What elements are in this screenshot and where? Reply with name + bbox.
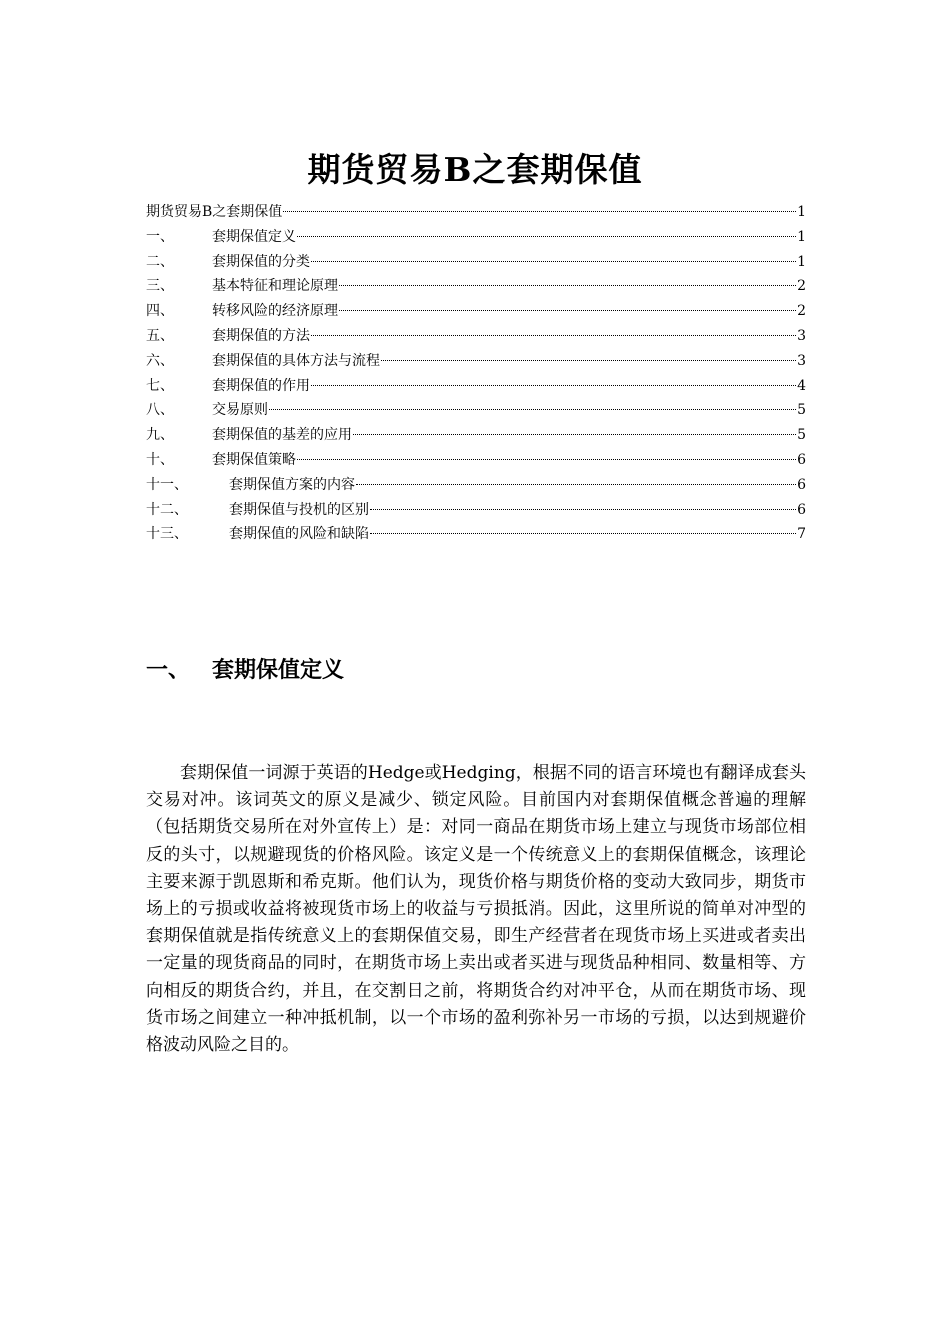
toc-entry[interactable] [146, 225, 806, 250]
toc-entry-label: 交易原则 [212, 402, 268, 419]
toc-entry-page: 1 [797, 253, 806, 270]
toc-leader-dots [297, 234, 796, 237]
toc-entry-page: 6 [797, 501, 806, 518]
toc-entry-label: 套期保值的具体方法与流程 [212, 352, 380, 369]
toc-entry-page: 5 [797, 427, 806, 444]
toc-entry[interactable] [146, 324, 806, 349]
toc-entry-label: 套期保值与投机的区别 [229, 501, 369, 518]
toc-leader-dots [297, 457, 796, 460]
toc-leader-dots [311, 383, 796, 386]
toc-entry-number: 七、 [146, 377, 174, 394]
document-title: 期货贸易B之套期保值 [307, 150, 643, 189]
toc-entry-label: 套期保值的分类 [212, 253, 310, 270]
toc-entry[interactable] [146, 448, 806, 473]
toc-leader-dots [381, 358, 796, 361]
toc-entry-number: 十一、 [146, 476, 188, 493]
body-paragraph: 套期保值一词源于英语的Hedge或Hedging，根据不同的语言环境也有翻译成套头交易对冲。该词英文的原义是减少、锁定风险。目前国内对套期保值概念普遍的理解（包括期货交易所在对外宣传上）是：对同一商品在期货市场上建立与现货市场部位相反的头寸，以规避现货的价格风险。该定义是一个传统意义上的套期保值概念，该理论主要来源于凯恩斯和希克斯。他们认为，现货价格与期货价格的变动大致同步，期货市场上的亏损或收益将被现货市场上的收益与亏损抵消。因此，这里所说的简单对冲型的套期保值就是指传统意义上的套期保值交易，即生产经营者在现货市场上买进或者卖出一定量的现货商品的同时，在期货市场上卖出或者买进与现货品种相同、数量相等、方向相反的期货合约，并且，在交割日之前，将期货合约对冲平仓，从而在期货市场、现货市场之间建立一种冲抵机制，以一个市场的盈利弥补另一市场的亏损，以达到规避价格波动风险之目的。 [146, 763, 806, 1056]
toc-entry-page: 1 [797, 228, 806, 245]
toc-leader-dots [339, 283, 796, 286]
toc-leader-dots [339, 308, 796, 311]
toc-leader-dots [311, 259, 796, 262]
toc-entry-number: 一、 [146, 228, 174, 245]
toc-entry[interactable] [146, 274, 806, 299]
toc-leader-dots [370, 531, 796, 534]
toc-entry-label: 基本特征和理论原理 [212, 278, 338, 295]
toc-leader-dots [370, 507, 796, 510]
toc-entry-number: 九、 [146, 427, 174, 444]
toc-entry[interactable] [146, 374, 806, 399]
toc-entry[interactable] [146, 522, 806, 547]
toc-entry-number: 十二、 [146, 501, 188, 518]
toc-leader-dots [356, 482, 796, 485]
toc-entry-label: 套期保值的风险和缺陷 [229, 526, 369, 543]
toc-entry-label: 套期保值的方法 [212, 327, 310, 344]
toc-entry-number: 十三、 [146, 526, 188, 543]
toc-entry-number: 八、 [146, 402, 174, 419]
toc-entry[interactable] [146, 398, 806, 423]
table-of-contents [146, 200, 806, 547]
toc-entry-label: 套期保值定义 [212, 228, 296, 245]
toc-entry-label: 套期保值的作用 [212, 377, 310, 394]
toc-entry-page: 2 [797, 278, 806, 295]
toc-entry-page: 2 [797, 303, 806, 320]
toc-leader-dots [311, 333, 796, 336]
toc-entry-page: 3 [797, 352, 806, 369]
toc-entry-label: 套期保值方案的内容 [229, 476, 355, 493]
toc-entry-label: 套期保值策略 [212, 451, 296, 468]
toc-leader-dots [283, 209, 796, 212]
toc-leader-dots [353, 432, 796, 435]
toc-entry[interactable] [146, 498, 806, 523]
toc-entry-label: 期货贸易B之套期保值 [146, 204, 283, 220]
toc-entry-label: 转移风险的经济原理 [212, 303, 338, 320]
toc-entry-page: 5 [797, 402, 806, 419]
toc-entry-page: 3 [797, 327, 806, 344]
toc-entry-page: 4 [797, 377, 806, 394]
toc-entry[interactable] [146, 473, 806, 498]
toc-entry-number: 十、 [146, 451, 174, 468]
toc-entry[interactable] [146, 250, 806, 275]
toc-entry[interactable] [146, 349, 806, 374]
toc-entry[interactable] [146, 200, 806, 225]
toc-entry-number: 四、 [146, 303, 174, 320]
toc-entry-label: 套期保值的基差的应用 [212, 427, 352, 444]
toc-entry[interactable] [146, 299, 806, 324]
toc-entry-page: 7 [797, 526, 806, 543]
section-number: 一、 [146, 657, 191, 683]
toc-entry[interactable] [146, 423, 806, 448]
section-heading [146, 650, 344, 690]
toc-entry-number: 六、 [146, 352, 174, 369]
toc-entry-page: 6 [797, 476, 806, 493]
toc-entry-page: 6 [797, 451, 806, 468]
toc-entry-number: 三、 [146, 278, 174, 295]
toc-leader-dots [269, 407, 796, 410]
section-title: 套期保值定义 [212, 657, 345, 683]
toc-entry-page: 1 [797, 204, 806, 220]
toc-entry-number: 五、 [146, 327, 174, 344]
toc-entry-number: 二、 [146, 253, 174, 270]
